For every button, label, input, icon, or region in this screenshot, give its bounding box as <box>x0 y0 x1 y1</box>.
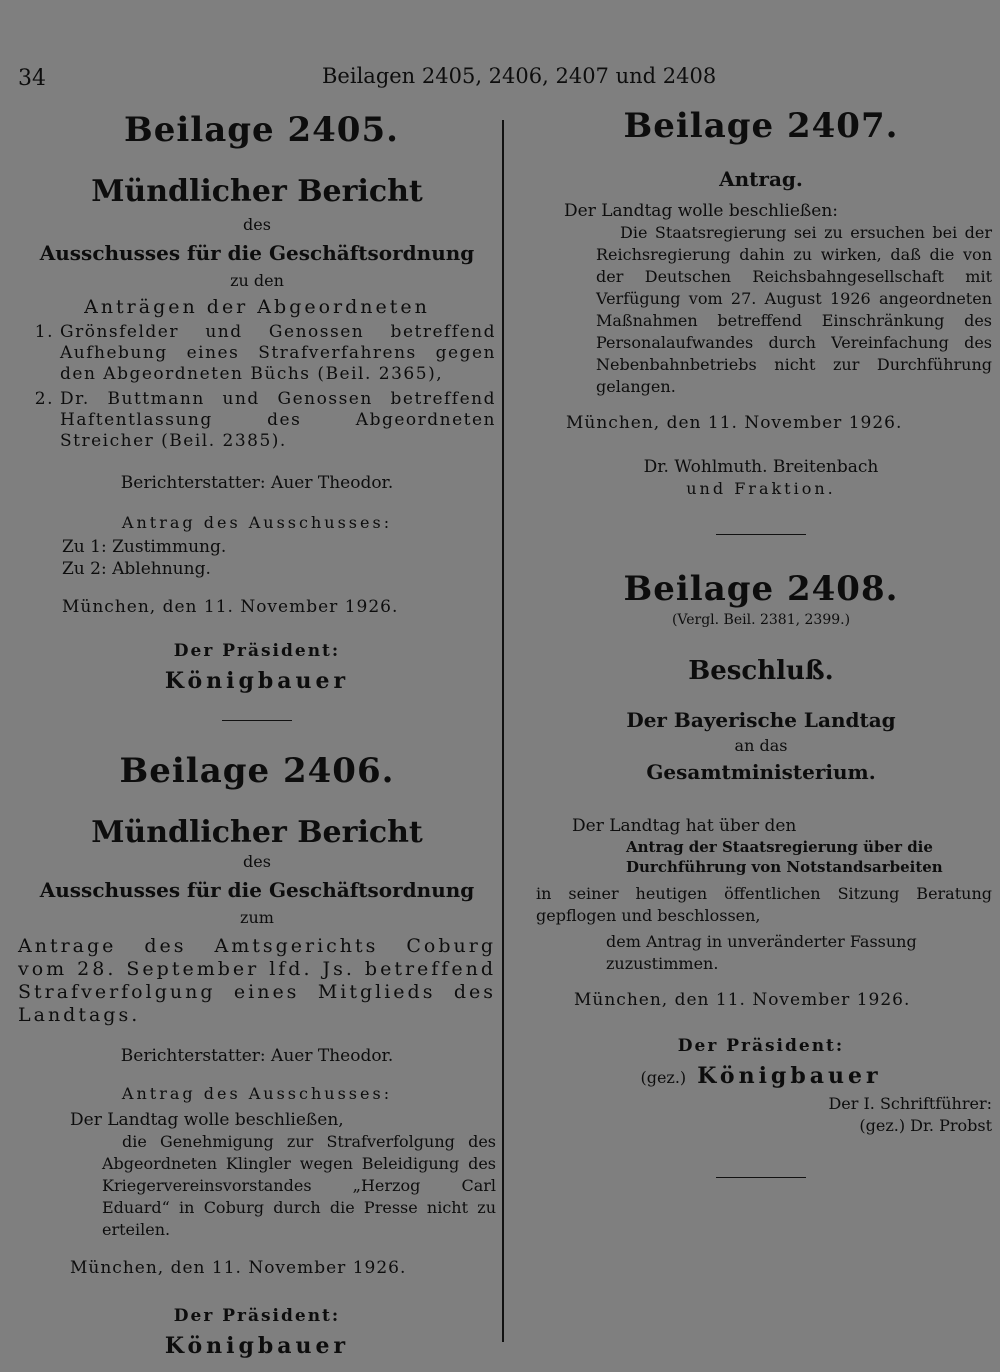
item-number: 1. <box>34 322 54 342</box>
left-column <box>18 110 496 1359</box>
president-name: Königbauer <box>164 1333 350 1359</box>
section-subtitle: Mündlicher Bericht <box>91 815 423 850</box>
committee-name: Ausschusses für die Geschäftsordnung <box>39 241 475 265</box>
column-divider <box>502 120 504 1342</box>
landtag-line: Der Landtag hat über den <box>572 816 797 836</box>
president-name: Königbauer <box>164 668 350 694</box>
date-line: München, den 11. November 1926. <box>62 597 399 617</box>
section-subtitle: Beschluß. <box>688 656 834 686</box>
landtag-line: Der Landtag wolle beschließen, <box>70 1110 344 1130</box>
item-number: 2. <box>34 389 54 409</box>
landtag-title: Der Bayerische Landtag <box>626 708 896 732</box>
reporter-line: Berichterstatter: Auer Theodor. <box>120 1046 394 1066</box>
secretary-name: (gez.) Dr. Probst <box>859 1116 992 1135</box>
secretary-label: Der I. Schriftführer: <box>828 1094 992 1113</box>
president-signature <box>530 1063 992 1089</box>
section-2407 <box>530 106 992 535</box>
signers-line: Dr. Wohlmuth. Breitenbach <box>643 457 879 477</box>
antrag-body: Die Staatsregierung sei zu ersuchen bei der Reichsregierung dahin zu wirken, daß die von der Deutschen Reichsbahngesellschaft mit Verfügung vom 27. August 1926 angeordneten Maßnahmen betreffend Einschränkung des Personalaufwandes durch Vereinfachung des Nebenbahnbetriebs nicht zur Durchführung gelangen. <box>596 223 992 396</box>
zu1-line: Zu 1: Zustimmung. <box>62 537 227 557</box>
page-number: 34 <box>18 66 46 91</box>
decision-line: dem Antrag in unveränderter Fassung zuzustimmen. <box>606 932 917 973</box>
section-subtitle: Antrag. <box>719 167 803 191</box>
section-title: Beilage 2406. <box>119 751 395 791</box>
reporter-line: Berichterstatter: Auer Theodor. <box>120 473 394 493</box>
reference-line: (Vergl. Beil. 2381, 2399.) <box>671 612 851 628</box>
section-2405 <box>18 110 496 721</box>
item-text: Dr. Buttmann und Genossen betreffend Haftentlassung des Abgeordneten Streicher (Beil. 2385). <box>60 389 496 451</box>
item-text: Grönsfelder und Genossen betreffend Aufhebung eines Strafverfahrens gegen den Abgeordneten Büchs (Beil. 2365), <box>60 322 496 384</box>
des-label: des <box>243 215 271 234</box>
item-list <box>18 322 496 452</box>
president-name: Königbauer <box>697 1063 882 1089</box>
zum-label: zum <box>240 908 274 927</box>
section-2406 <box>18 751 496 1359</box>
right-column <box>530 106 992 1178</box>
section-separator <box>716 1177 806 1178</box>
ministry-name: Gesamtministerium. <box>646 760 876 784</box>
antrag-heading: Antrag des Ausschusses: <box>121 1084 393 1103</box>
list-item <box>18 322 496 385</box>
fraction-line: und Fraktion. <box>686 479 836 498</box>
running-title: Beilagen 2405, 2406, 2407 und 2408 <box>322 64 717 88</box>
antraegen-heading: Anträgen der Abgeordneten <box>84 296 430 318</box>
list-item <box>18 389 496 452</box>
section-separator <box>716 534 806 535</box>
intro-line: Der Landtag wolle beschließen: <box>564 201 839 221</box>
president-label: Der Präsident: <box>173 1306 341 1326</box>
antrag-heading: Antrag des Ausschusses: <box>121 513 393 532</box>
decision-text: die Genehmigung zur Strafverfolgung des Abgeordneten Klingler wegen Beleidigung des Kriegervereinsvorstandes „Herzog Carl Eduard“ in Coburg durch die Presse nicht zu erteilen. <box>102 1132 496 1239</box>
session-line: in seiner heutigen öffentlichen Sitzung Beratung gepflogen und beschlossen, <box>536 884 992 925</box>
des-label: des <box>243 852 271 871</box>
antrag-title: Antrag der Staatsregierung über die Durchführung von Notstandsarbeiten <box>626 838 943 876</box>
committee-name: Ausschusses für die Geschäftsordnung <box>39 878 475 902</box>
date-line: München, den 11. November 1926. <box>566 413 903 433</box>
section-separator <box>222 720 292 721</box>
section-title: Beilage 2408. <box>623 569 899 609</box>
section-title: Beilage 2407. <box>623 106 899 146</box>
section-title: Beilage 2405. <box>124 110 399 150</box>
president-label: Der Präsident: <box>677 1036 845 1056</box>
section-2408 <box>530 569 992 1178</box>
date-line: München, den 11. November 1926. <box>70 1258 407 1278</box>
zu2-line: Zu 2: Ablehnung. <box>62 559 211 579</box>
date-line: München, den 11. November 1926. <box>574 990 911 1010</box>
section-subtitle: Mündlicher Bericht <box>91 174 423 209</box>
gez-label: (gez.) <box>640 1068 687 1087</box>
antrag-body: Antrage des Amtsgerichts Coburg vom 28. September lfd. Js. betreffend Strafverfolgung eines Mitglieds des Landtags. <box>18 935 496 1026</box>
zu-den-label: zu den <box>230 271 284 290</box>
an-das-label: an das <box>734 736 788 755</box>
president-label: Der Präsident: <box>173 641 341 661</box>
